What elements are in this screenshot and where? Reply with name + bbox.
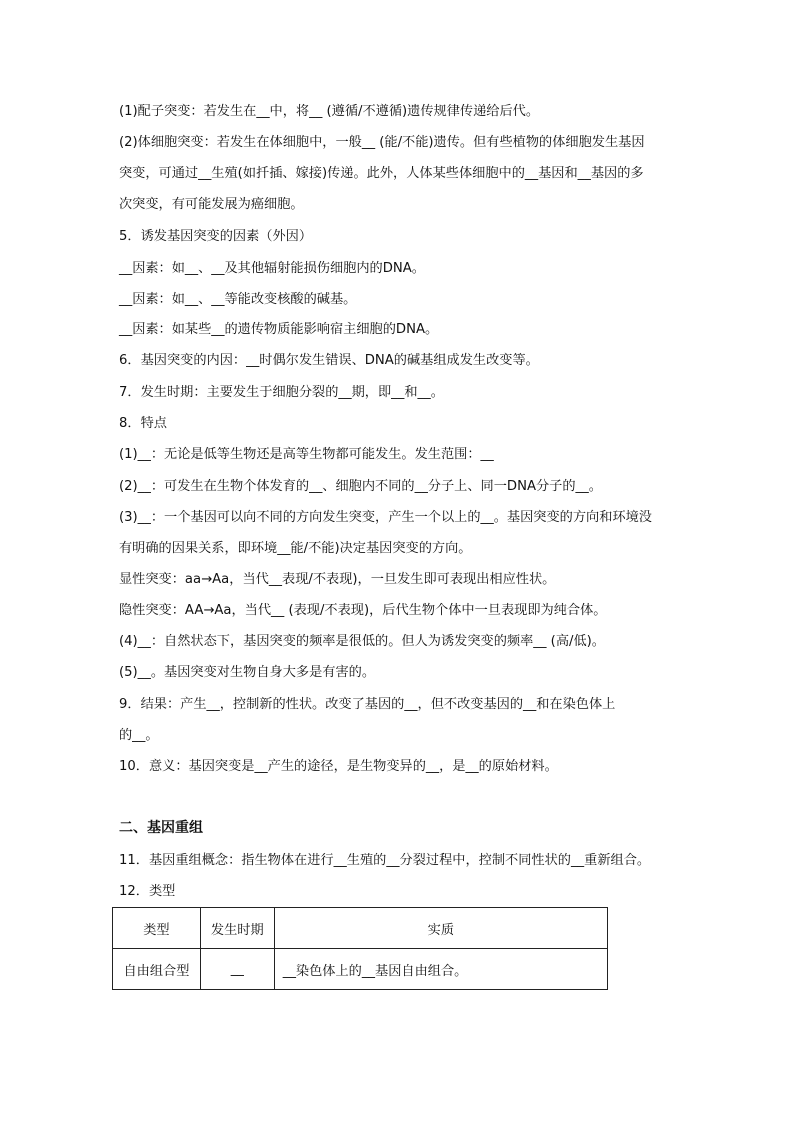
text-line-8: __因素：如某些__的遗传物质能影响宿主细胞的DNA。 xyxy=(119,322,439,337)
text-line-6: __因素：如__、__及其他辐射能损伤细胞内的DNA。 xyxy=(119,261,425,276)
text-line-23: 11．基因重组概念：指生物体在进行__生殖的__分裂过程中，控制不同性状的__重新组合。 xyxy=(119,853,651,868)
text-line-7: __因素：如__、__等能改变核酸的碱基。 xyxy=(119,292,357,307)
text-line-16: 显性突变：aa→Aa，当代__表现/不表现)，一旦发生即可表现出相应性状。 xyxy=(119,572,556,587)
text-line-15: 有明确的因果关系，即环境__能/不能)决定基因突变的方向。 xyxy=(119,541,472,556)
table-header-type: 类型 xyxy=(113,908,201,949)
text-line-1: (1)配子突变：若发生在__中，将__ (遵循/不遵循)遗传规律传递给后代。 xyxy=(119,104,540,119)
text-line-10: 7．发生时期：主要发生于细胞分裂的__期，即__和__。 xyxy=(119,385,444,400)
text-line-4: 次突变，有可能发展为癌细胞。 xyxy=(119,197,304,212)
table-header-row xyxy=(113,908,608,949)
text-line-17: 隐性突变：AA→Aa，当代__ (表现/不表现)，后代生物个体中一旦表现即为纯合体。 xyxy=(119,603,607,618)
table-cell-essence: __染色体上的__基因自由组合。 xyxy=(274,949,607,990)
section-heading: 二、基因重组 xyxy=(119,820,203,836)
table-header-essence: 实质 xyxy=(274,908,607,949)
text-line-24: 12．类型 xyxy=(119,884,176,899)
text-line-12: (1)__：无论是低等生物还是高等生物都可能发生。发生范围：__ xyxy=(119,447,494,462)
recombination-types-table xyxy=(112,907,608,990)
table-header-period: 发生时期 xyxy=(200,908,274,949)
table-cell-type: 自由组合型 xyxy=(113,949,201,990)
text-line-14: (3)__：一个基因可以向不同的方向发生突变，产生一个以上的__。基因突变的方向和环境没 xyxy=(119,510,652,525)
text-line-11: 8．特点 xyxy=(119,416,167,431)
text-line-20: 9．结果：产生__，控制新的性状。改变了基因的__，但不改变基因的__和在染色体上 xyxy=(119,697,616,712)
text-line-21: 的__。 xyxy=(119,728,159,743)
text-line-9: 6．基因突变的内因：__时偶尔发生错误、DNA的碱基组成发生改变等。 xyxy=(119,353,539,368)
text-line-3: 突变，可通过__生殖(如扦插、嫁接)传递。此外，人体某些体细胞中的__基因和__基因的多 xyxy=(119,166,644,181)
text-line-2: (2)体细胞突变：若发生在体细胞中，一般__ (能/不能)遗传。但有些植物的体细胞发生基因 xyxy=(119,135,645,150)
table-cell-period: __ xyxy=(200,949,274,990)
text-line-19: (5)__。基因突变对生物自身大多是有害的。 xyxy=(119,665,376,680)
table-row xyxy=(113,949,608,990)
text-line-13: (2)__：可发生在生物个体发育的__、细胞内不同的__分子上、同一DNA分子的__。 xyxy=(119,479,602,494)
text-line-5: 5．诱发基因突变的因素（外因） xyxy=(119,229,313,244)
text-line-22: 10．意义：基因突变是__产生的途径，是生物变异的__，是__的原始材料。 xyxy=(119,759,558,774)
text-line-18: (4)__：自然状态下，基因突变的频率是很低的。但人为诱发突变的频率__ (高/低)。 xyxy=(119,634,605,649)
